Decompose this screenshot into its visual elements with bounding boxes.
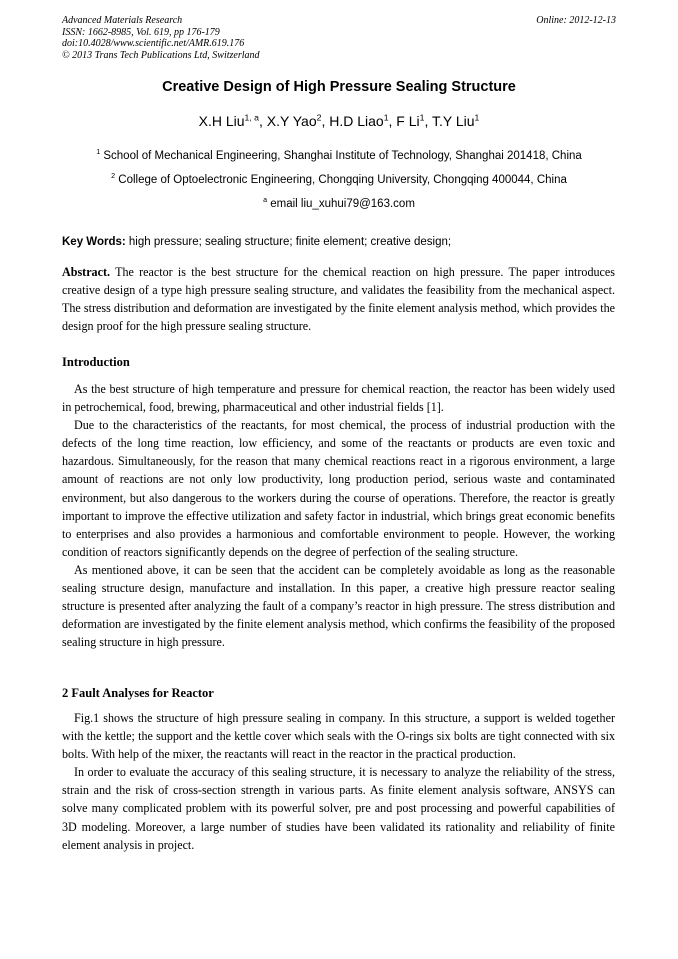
author-name: X.Y Yao [266,113,317,129]
journal-name: Advanced Materials Research [62,15,183,26]
author-affiliation-mark: 1 [474,112,480,123]
online-date: Online: 2012-12-13 [536,15,616,26]
affiliation-email [0,198,678,210]
abstract-label: Abstract. [62,265,111,279]
author-affiliation-mark: 2 [316,112,322,123]
affiliation-text: School of Mechanical Engineering, Shanghai Institute of Technology, Shanghai 201418, China [103,150,582,162]
affiliation-mark: 2 [111,172,116,181]
keywords [62,236,616,248]
copyright-line: © 2013 Trans Tech Publications Ltd, Switzerland [62,49,260,61]
journal-header [62,15,616,61]
email-link[interactable]: email liu_xuhui79@163.com [270,198,415,210]
paragraph: In order to evaluate the accuracy of this sealing structure, it is necessary to analyze the reliability of the stress, strain and the risk of cross-section strength in various parts. As finite element analysis software, ANSYS can solve many complicated problem with its powerful solver, pre and post processing and powerful capabilities of 3D modeling. Moreover, a large number of studies have been validated its rationality and reliability of finite element analysis in project. [62,765,615,852]
author-affiliation-mark: 1 [419,112,425,123]
author-name: H.D Liao [329,113,384,129]
author-name: X.H Liu [198,113,245,129]
affiliation-mark: a [263,196,268,205]
affiliation-text: College of Optoelectronic Engineering, Chongqing University, Chongqing 400044, China [118,174,567,186]
abstract [62,263,615,335]
keywords-text: high pressure; sealing structure; finite element; creative design; [128,236,452,248]
author-affiliation-mark: 1, a [244,112,259,123]
author-affiliation-mark: 1 [383,112,389,123]
author-list: X.H Liu$^{1, a}$, X.Y Yao$^2$, H.D Liao$^1$, F Li$^1$, T.Y Liu$^1$ [198,112,480,129]
fault-analyses-body [62,709,615,854]
paragraph: As mentioned above, it can be seen that the accident can be completely avoidable as long as the reasonable sealing structure design, manufacture and installation. In this paper, a creative high pressure reactor sealing structure is presented after analyzing the fault of a company’s reactor in high pressure. The stress distribution and deformation are investigated by the finite element analysis method, which confirms the feasibility of the proposed sealing structure in high pressure. [62,562,615,650]
affiliation-mark: 1 [96,148,101,157]
introduction-body [62,380,615,651]
section-heading-introduction: Introduction [62,355,130,369]
author-name: T.Y Liu [432,113,475,129]
author-name: F Li [396,113,420,129]
keywords-label: Key Words: [62,236,126,248]
paper-title: Creative Design of High Pressure Sealing Structure [162,79,516,95]
paragraph: Due to the characteristics of the reactants, for most chemical, the process of industrial production with the defects of the long time reaction, low efficiency, and some of the reactants or products are even toxic and hazardous. Simultaneously, for the reason that many chemical reactions react in a rigorous environment, a large amount of reactions are not only low productivity, long production period, serious waste and contaminated environment, but also dangerous to the workers during the course of operations. Therefore, the reactor is greatly important to improve the effective utilization and safety factor in industrial, which brings great economic benefits to enterprises and also provides a harmonious and comfortable environment to people. However, the working condition of reactors significantly depends on the degree of perfection of the sealing structure. [62,418,615,559]
issn-line: ISSN: 1662-8985, Vol. 619, pp 176-179 [62,26,220,38]
section-heading-fault-analyses: 2 Fault Analyses for Reactor [62,686,214,700]
paragraph: As the best structure of high temperature and pressure for chemical reaction, the reactor has been widely used in petrochemical, food, brewing, pharmaceutical and other industrial fields [1]. [62,382,615,415]
affiliation [0,174,678,186]
affiliation [0,150,678,162]
paragraph: Fig.1 shows the structure of high pressure sealing in company. In this structure, a support is welded together with the kettle; the support and the kettle cover which seals with the O-rings six bolts are tight connected with six bolts. With help of the mixer, the reactants will react in the reactor in the practical production. [62,711,615,762]
doi-line: doi:10.4028/www.scientific.net/AMR.619.176 [62,38,245,49]
abstract-text: The reactor is the best structure for the chemical reaction on high pressure. The paper introduces creative design of a type high pressure sealing structure, and validates the feasibility from the mechanical aspect. The stress distribution and deformation are investigated by the finite element analysis method, which provides the design proof for the high pressure sealing structure. [62,265,615,334]
